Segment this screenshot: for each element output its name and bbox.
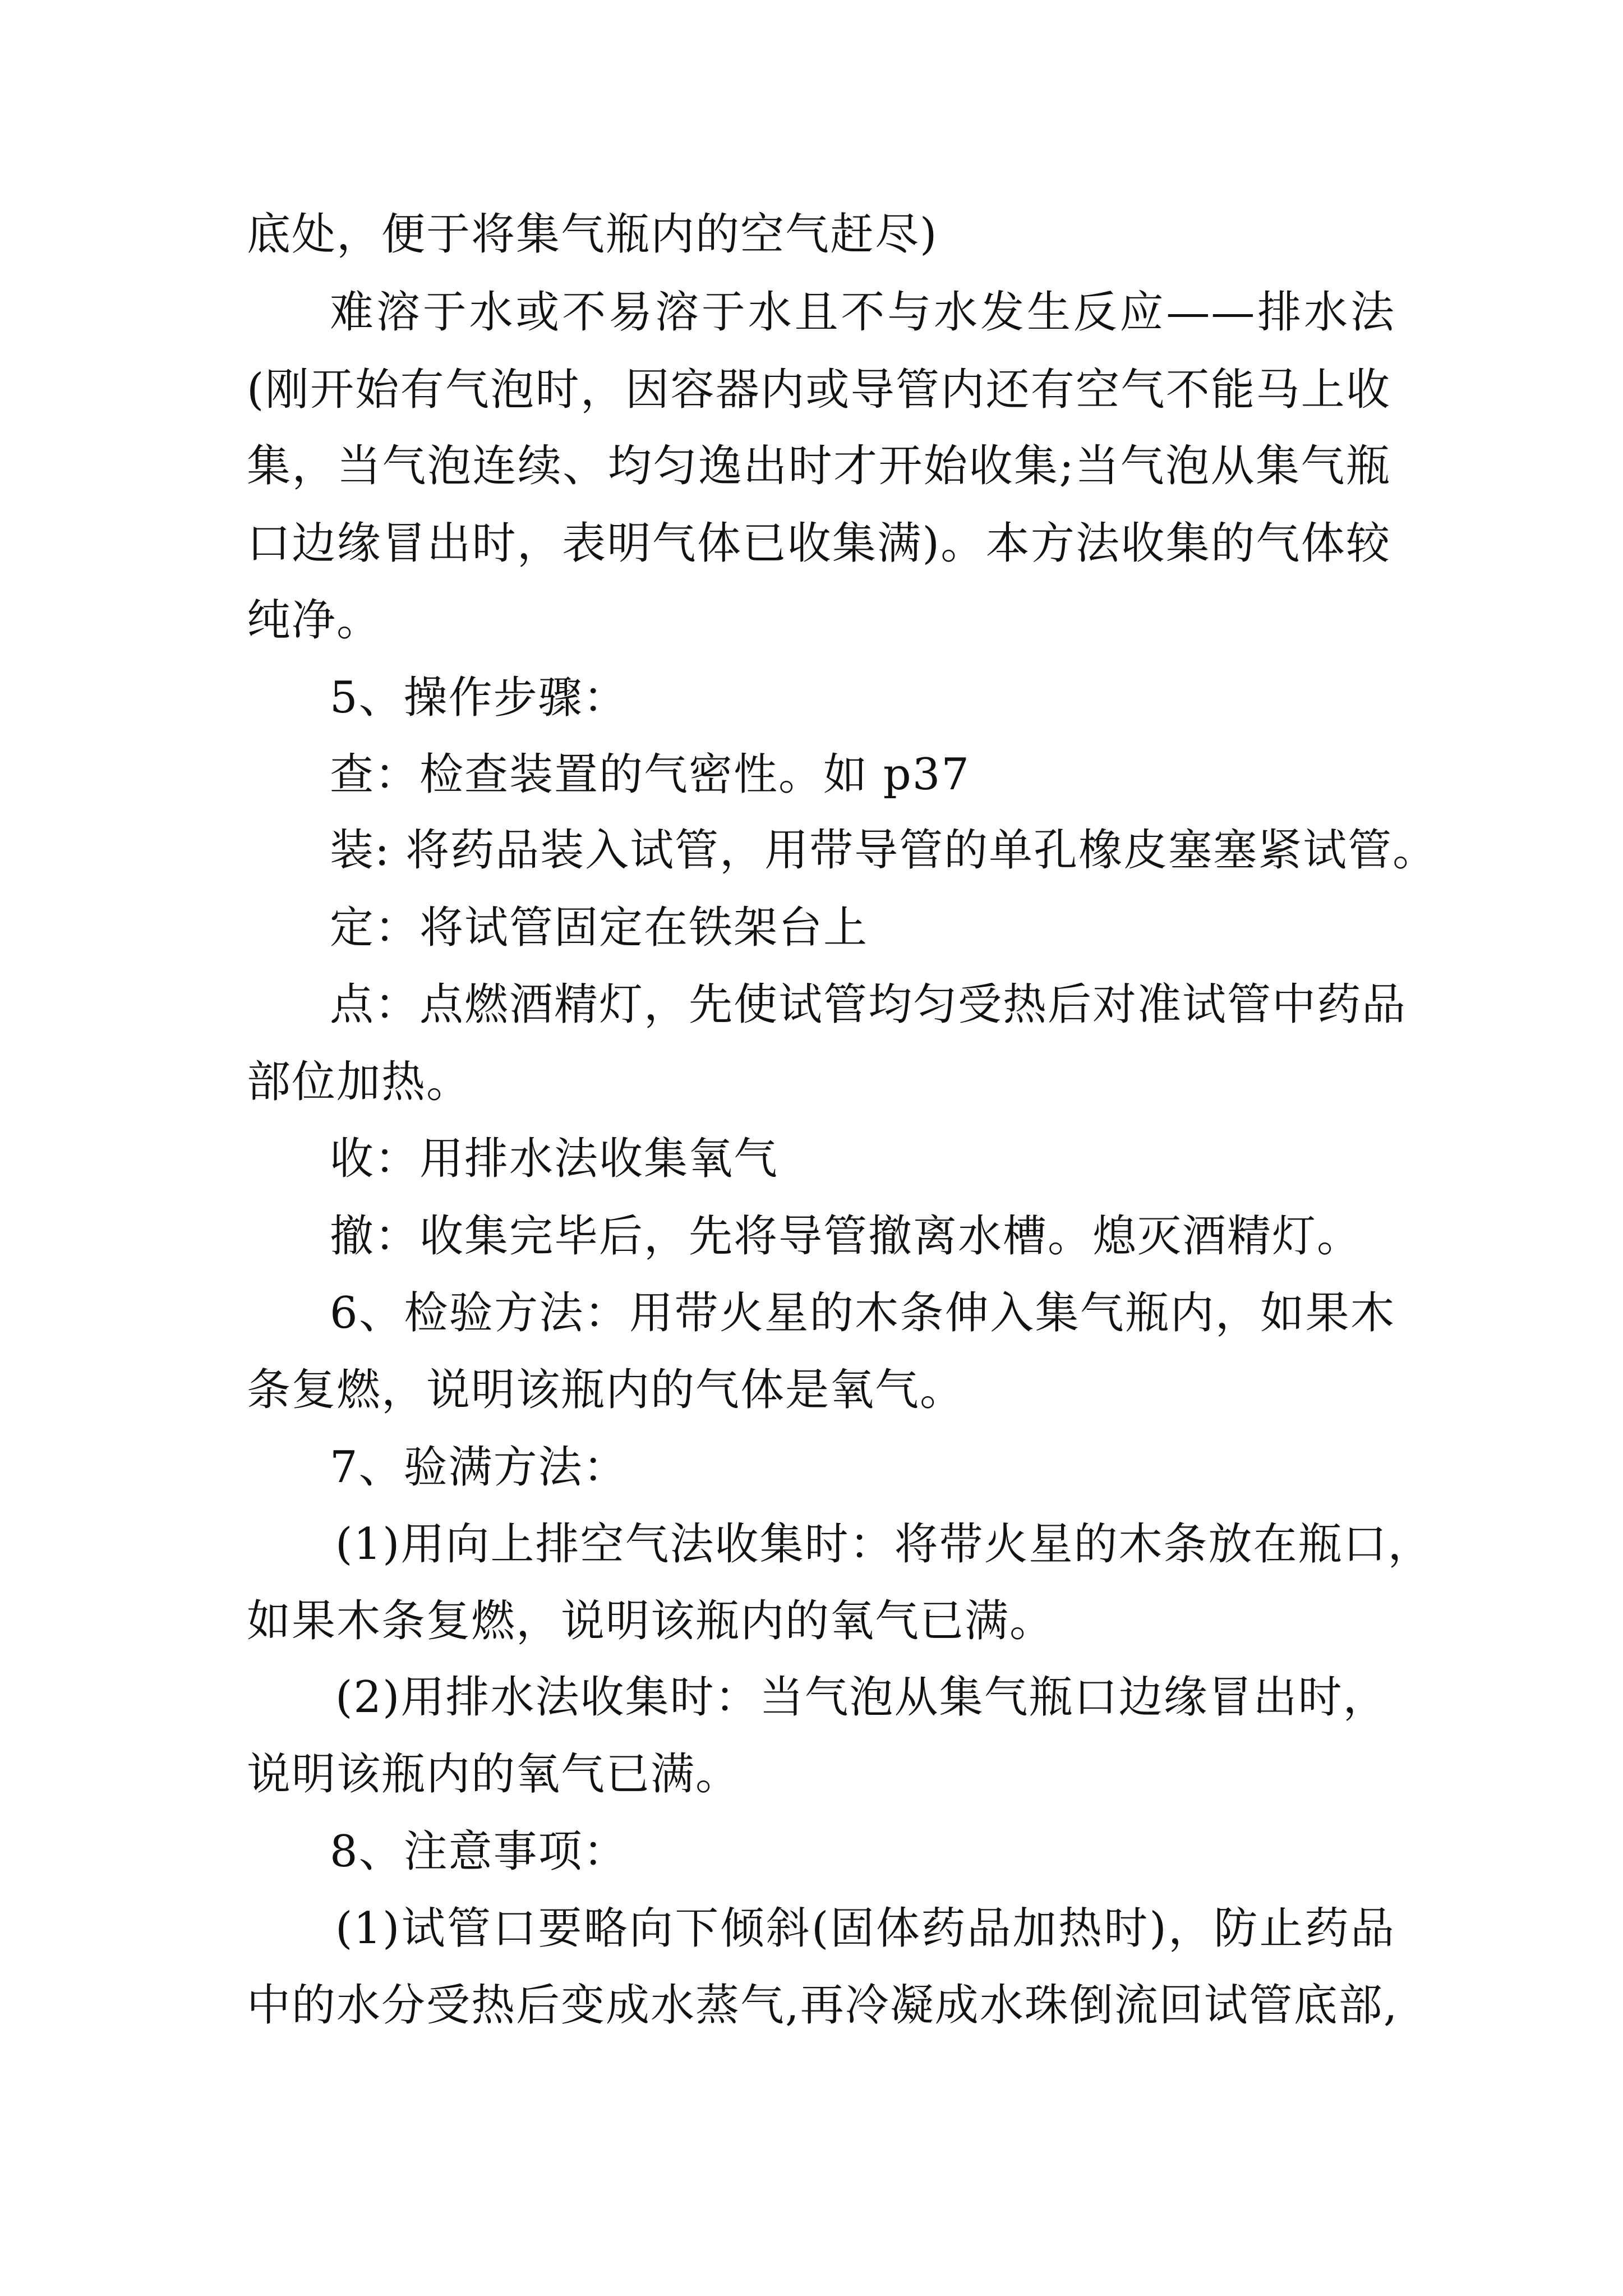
text-line: 纯净。: [247, 595, 382, 646]
text-line: 条复燃，说明该瓶内的气体是氧气。: [247, 1365, 965, 1415]
text-line: (1)试管口要略向下倾斜(固体药品加热时)，防止药品: [335, 1903, 1395, 1954]
text-line: 集，当气泡连续、均匀逸出时才开始收集;当气泡从集气瓶: [247, 441, 1391, 491]
text-line: 中的水分受热后变成水蒸气,再冷凝成水珠倒流回试管底部,: [247, 1980, 1399, 2031]
text-line: 收：用排水法收集氧气: [330, 1134, 779, 1184]
text-line: 撤：收集完毕后，先将导管撤离水槽。熄灭酒精灯。: [330, 1211, 1362, 1262]
section-heading: 5、操作步骤：: [330, 673, 628, 723]
text-line: 点：点燃酒精灯，先使试管均匀受热后对准试管中药品: [330, 979, 1407, 1030]
text-line: 如果木条复燃，说明该瓶内的氧气已满。: [247, 1596, 1055, 1646]
text-line: 装: 将药品装入试管，用带导管的单孔橡皮塞塞紧试管。: [330, 825, 1438, 876]
text-line: 口边缘冒出时，表明气体已收集满)。本方法收集的气体较: [247, 518, 1391, 569]
text-line: (1)用向上排空气法收集时：将带火星的木条放在瓶口，: [335, 1519, 1433, 1570]
text-line: (刚开始有气泡时，因容器内或导管内还有空气不能马上收: [247, 365, 1391, 415]
text-line: (2)用排水法收集时：当气泡从集气瓶口边缘冒出时，: [335, 1672, 1388, 1723]
section-heading: 7、验满方法：: [330, 1442, 628, 1493]
text-line: 查：检查装置的气密性。如 p37: [330, 749, 970, 800]
text-line: 部位加热。: [247, 1057, 472, 1107]
text-line: 定：将试管固定在铁架台上: [330, 903, 869, 953]
text-line: 6、检验方法：用带火星的木条伸入集气瓶内，如果木: [330, 1288, 1395, 1338]
text-line: 难溶于水或不易溶于水且不与水发生反应——排水法: [330, 287, 1395, 338]
text-line: 底处，便于将集气瓶内的空气赶尽): [247, 209, 938, 260]
text-line: 说明该瓶内的氧气已满。: [247, 1749, 741, 1800]
section-heading: 8、注意事项：: [330, 1826, 628, 1877]
